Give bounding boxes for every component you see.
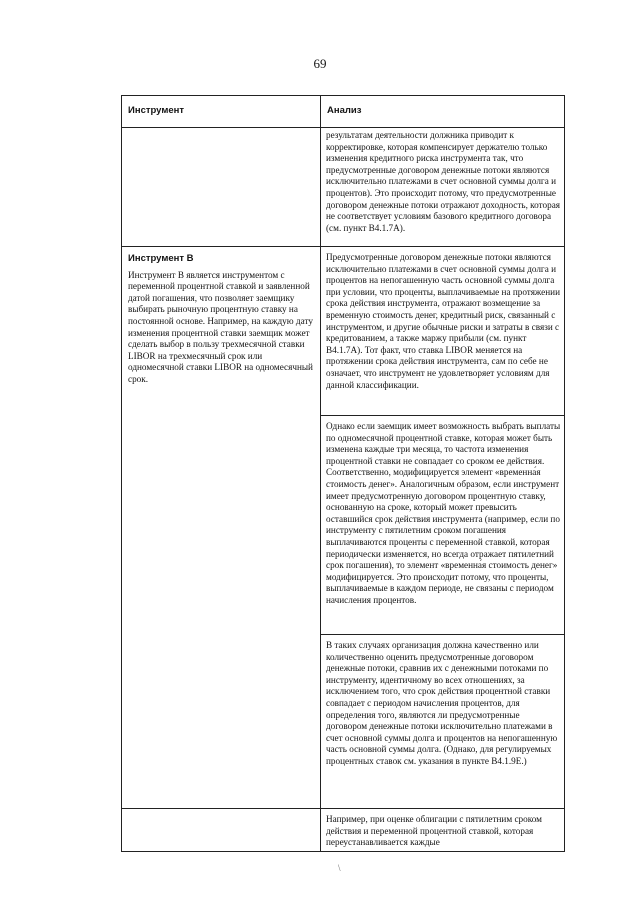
analysis-divider (320, 634, 564, 635)
analysis-paragraph: В таких случаях организация должна качественно или количественно оценить предусмотренные договором денежные потоки, сравнив их с денежными потоками по инструменту, идентичному во всех отношениях, за исключением того, что срок действия процентной ставки совпадает с периодом начисления процентов, для определения того, являются ли предусмотренные договором денежные потоки исключительно платежами в счет основной суммы долга и процентов на непогашенную часть основной суммы долга. (Однако, для регулируемых процентных ставок см. указания в пункте В4.1.9Е.) (326, 640, 558, 766)
footer-mark: \ (338, 863, 341, 873)
column-divider (320, 96, 321, 851)
instrument-b-analysis-3 (326, 640, 562, 768)
continuation-cell (326, 130, 562, 234)
instrument-b-title: Инструмент В (128, 253, 194, 264)
instrument-b-analysis-4 (326, 814, 562, 849)
analysis-paragraph: Предусмотренные договором денежные потоки являются исключительно платежами в счет основной суммы долга и процентов на непогашенную часть основной суммы долга при условии, что проценты, выплачиваемые на протяжении срока действия инструмента, отражают возмещение за временную стоимость денег, кредитный риск, связанный с инструментом, и другие обычные риски и затраты в связи с кредитованием, а также маржу прибыли (см. пункт В4.1.7А). Тот факт, что ставка LIBOR меняется на протяжении срока действия инструмента, сам по себе не означает, что инструмент не удовлетворяет условиям для данной классификации. (326, 252, 560, 390)
instrument-b-analysis-2 (326, 421, 562, 607)
analysis-paragraph: Например, при оценке облигации с пятилетним сроком действия и переменной процентной ставкой, которая переустанавливается каждые (326, 814, 542, 848)
instrument-b-analysis-1 (326, 252, 562, 391)
analysis-divider (320, 415, 564, 416)
row-divider (122, 808, 564, 809)
continuation-paragraph: результатам деятельности должника приводит к корректировке, которая компенсирует держателю только изменения кредитного риска инструмента так, что предусмотренные договором денежные потоки являются исключительно платежами в счет основной суммы долга и процентов). Это происходит потому, что предусмотренные договором денежные потоки отражают доходность, которая не соответствует условиям базового кредитного договора (см. пункт В4.1.7А). (326, 130, 561, 233)
analysis-paragraph: Однако если заемщик имеет возможность выбрать выплаты по одномесячной процентной ставке, которая может быть изменена каждые три месяца, то частота изменения процентной ставки не совпадает со сроком ее действия. Соответственно, модифицируется элемент «временна́я стоимость денег». Аналогичным образом, если инструмент имеет предусмотренную договором процентную ставку, основанную на сроке, который может превысить оставшийся срок действия инструмента (например, если по инструменту с пятилетним сроком погашения выплачиваются проценты с переменной ставкой, которая периодически изменяется, но всегда отражает пятилетний срок погашения), то элемент «временна́я стоимость денег» модифицируется. Это происходит потому, что проценты, выплачиваемые в каждом периоде, не связаны с периодом начисления процентов. (326, 421, 561, 605)
header-analysis: Анализ (327, 105, 362, 116)
header-instrument: Инструмент (128, 105, 185, 116)
instrument-b-description: Инструмент В является инструментом с переменной процентной ставкой и заявленной датой погашения, что позволяет заемщику выбирать рыночную процентную ставку на постоянной основе. Например, на каждую дату изменения процентной ставки заемщик может сделать выбор в пользу трехмесячной ставки LIBOR на трехмесячный срок или одномесячной ставки LIBOR на одномесячный срок. (128, 269, 313, 384)
row-divider (122, 246, 564, 247)
page-number: 69 (313, 56, 327, 71)
analysis-table (121, 95, 565, 852)
header-divider (122, 127, 564, 128)
instrument-b-cell (128, 253, 314, 386)
